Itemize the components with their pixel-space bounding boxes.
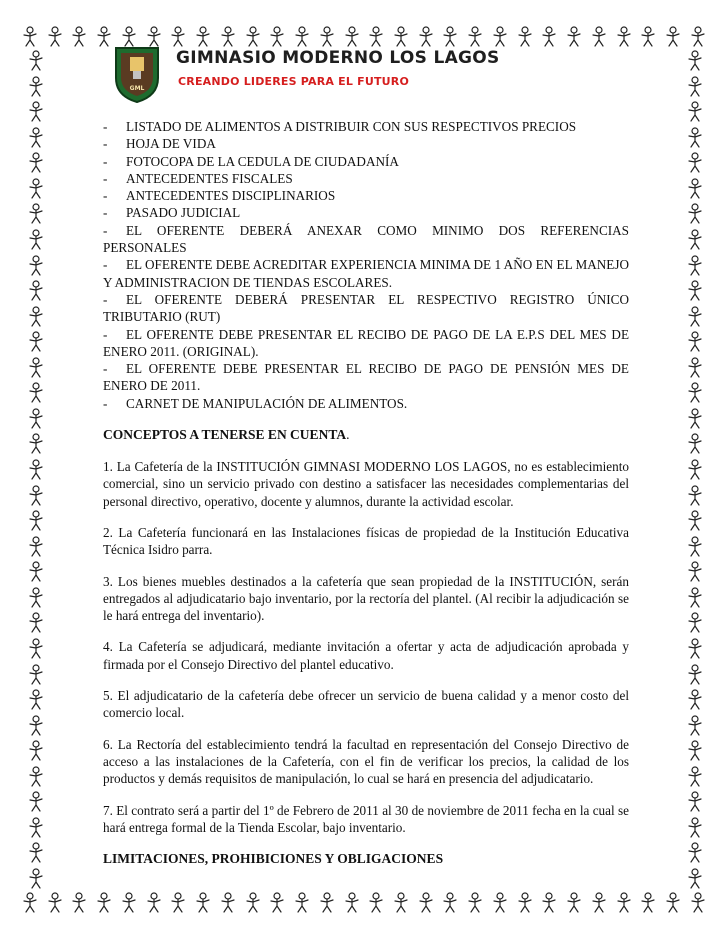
stick-figure-icon (245, 892, 261, 914)
stick-figure-icon (492, 892, 508, 914)
stick-figure-icon (687, 50, 703, 72)
stick-figure-icon (687, 485, 703, 507)
stick-figure-icon (517, 26, 533, 48)
stick-figure-icon (640, 26, 656, 48)
stick-figure-icon (96, 892, 112, 914)
stick-figure-icon (47, 26, 63, 48)
stick-figure-icon (28, 791, 44, 813)
stick-figure-icon (28, 306, 44, 328)
stick-figure-icon (368, 892, 384, 914)
stick-figure-icon (687, 127, 703, 149)
stick-figure-icon (687, 561, 703, 583)
stick-figure-icon (591, 892, 607, 914)
list-item: - EL OFERENTE DEBERÁ PRESENTAR EL RESPECTIVO REGISTRO ÚNICO TRIBUTARIO (RUT) (103, 291, 629, 325)
concepts-heading: CONCEPTOS A TENERSE EN CUENTA. (103, 427, 350, 443)
stick-figure-icon (687, 229, 703, 251)
stick-figure-icon (28, 229, 44, 251)
stick-figure-icon (687, 101, 703, 123)
stick-figure-icon (28, 433, 44, 455)
stick-figure-icon (28, 255, 44, 277)
stick-figure-icon (28, 510, 44, 532)
stick-figure-icon (28, 715, 44, 737)
stick-figure-icon (22, 26, 38, 48)
list-item: - ANTECEDENTES DISCIPLINARIOS (103, 188, 336, 204)
stick-figure-icon (28, 76, 44, 98)
stick-figure-icon (690, 26, 706, 48)
stick-figure-icon (687, 408, 703, 430)
stick-figure-icon (28, 842, 44, 864)
list-item: - EL OFERENTE DEBERÁ ANEXAR COMO MINIMO DOS REFERENCIAS PERSONALES (103, 222, 629, 256)
stick-figure-icon (28, 101, 44, 123)
border-right (684, 50, 706, 890)
stick-figure-icon (22, 892, 38, 914)
stick-figure-icon (71, 26, 87, 48)
stick-figure-icon (690, 892, 706, 914)
stick-figure-icon (687, 510, 703, 532)
stick-figure-icon (28, 280, 44, 302)
stick-figure-icon (393, 892, 409, 914)
list-item: - EL OFERENTE DEBE PRESENTAR EL RECIBO DE PAGO DE LA E.P.S DEL MES DE ENERO 2011. (ORIGINAL). (103, 326, 629, 359)
stick-figure-icon (269, 892, 285, 914)
stick-figure-icon (687, 433, 703, 455)
stick-figure-icon (616, 892, 632, 914)
paragraph: 1. La Cafetería de la INSTITUCIÓN GIMNASI MODERNO LOS LAGOS, no es establecimiento comercial, sino un servicio privado con destino a satisfacer las necesidades complementarias del personal directivo, operativo, docente y alumnos, durante la actividad escolar. (103, 459, 629, 509)
stick-figure-icon (28, 664, 44, 686)
stick-figure-icon (28, 561, 44, 583)
school-tagline: CREANDO LIDERES PARA EL FUTURO (178, 75, 410, 88)
stick-figure-icon (96, 26, 112, 48)
stick-figure-icon (687, 357, 703, 379)
stick-figure-icon (28, 638, 44, 660)
stick-figure-icon (28, 50, 44, 72)
requirements-list (103, 118, 629, 412)
crest-text: GML (129, 85, 145, 92)
list-item: - HOJA DE VIDA (103, 136, 216, 152)
stick-figure-icon (687, 255, 703, 277)
stick-figure-icon (28, 459, 44, 481)
stick-figure-icon (687, 689, 703, 711)
stick-figure-icon (294, 892, 310, 914)
stick-figure-icon (687, 203, 703, 225)
paragraph: 2. La Cafetería funcionará en las Instalaciones físicas de propiedad de la Institución Educativa Técnica Isidro parra. (103, 524, 629, 558)
stick-figure-icon (28, 203, 44, 225)
stick-figure-icon (195, 892, 211, 914)
list-item: - EL OFERENTE DEBE ACREDITAR EXPERIENCIA MINIMA DE 1 AÑO EN EL MANEJO Y ADMINISTRACION DE TIENDAS ESCOLARES. (103, 257, 629, 290)
paragraph: 3. Los bienes muebles destinados a la cafetería que sean propiedad de la INSTITUCIÓN, serán entregados al adjudicatario bajo inventario, por la rectoría del plantel. (Al recibir la adjudicación se le hará entrega del inventario). (103, 573, 629, 624)
stick-figure-icon (28, 485, 44, 507)
stick-figure-icon (687, 766, 703, 788)
stick-figure-icon (687, 76, 703, 98)
stick-figure-icon (687, 331, 703, 353)
stick-figure-icon (467, 892, 483, 914)
stick-figure-icon (687, 587, 703, 609)
stick-figure-icon (616, 26, 632, 48)
stick-figure-icon (640, 892, 656, 914)
stick-figure-icon (687, 536, 703, 558)
stick-figure-icon (28, 689, 44, 711)
stick-figure-icon (28, 152, 44, 174)
stick-figure-icon (170, 892, 186, 914)
stick-figure-icon (687, 664, 703, 686)
stick-figure-icon (28, 178, 44, 200)
stick-figure-icon (687, 152, 703, 174)
stick-figure-icon (418, 892, 434, 914)
stick-figure-icon (28, 740, 44, 762)
list-item: - ANTECEDENTES FISCALES (103, 170, 293, 186)
stick-figure-icon (566, 26, 582, 48)
stick-figure-icon (28, 766, 44, 788)
stick-figure-icon (687, 638, 703, 660)
stick-figure-icon (687, 868, 703, 890)
list-item: - LISTADO DE ALIMENTOS A DISTRIBUIR CON SUS RESPECTIVOS PRECIOS (103, 119, 577, 134)
school-crest-icon (112, 44, 162, 104)
stick-figure-icon (517, 892, 533, 914)
stick-figure-icon (28, 127, 44, 149)
stick-figure-icon (28, 408, 44, 430)
stick-figure-icon (28, 612, 44, 634)
stick-figure-icon (687, 842, 703, 864)
stick-figure-icon (28, 868, 44, 890)
stick-figure-icon (591, 26, 607, 48)
stick-figure-icon (541, 26, 557, 48)
list-item: - CARNET DE MANIPULACIÓN DE ALIMENTOS. (103, 395, 408, 411)
stick-figure-icon (220, 892, 236, 914)
list-item: - EL OFERENTE DEBE PRESENTAR EL RECIBO DE PAGO DE PENSIÓN MES DE ENERO DE 2011. (103, 361, 629, 394)
stick-figure-icon (665, 26, 681, 48)
stick-figure-icon (566, 892, 582, 914)
stick-figure-icon (492, 26, 508, 48)
stick-figure-icon (28, 331, 44, 353)
stick-figure-icon (28, 357, 44, 379)
document-body (103, 118, 629, 868)
stick-figure-icon (687, 740, 703, 762)
stick-figure-icon (665, 892, 681, 914)
stick-figure-icon (28, 587, 44, 609)
stick-figure-icon (28, 382, 44, 404)
stick-figure-icon (687, 791, 703, 813)
stick-figure-icon (687, 459, 703, 481)
paragraph: 4. La Cafetería se adjudicará, mediante invitación a ofertar y acta de adjudicación aprobada y firmada por el Consejo Directivo del plantel educativo. (103, 639, 629, 672)
stick-figure-icon (687, 306, 703, 328)
stick-figure-icon (28, 536, 44, 558)
stick-figure-icon (687, 715, 703, 737)
list-item: - FOTOCOPA DE LA CEDULA DE CIUDADANÍA (103, 153, 399, 169)
stick-figure-icon (687, 817, 703, 839)
stick-figure-icon (442, 892, 458, 914)
paragraph: 7. El contrato será a partir del 1º de Febrero de 2011 al 30 de noviembre de 2011 fecha en la cual se hará entrega formal de la Tienda Escolar, bajo inventario. (103, 802, 629, 835)
border-bottom (22, 890, 706, 916)
stick-figure-icon (71, 892, 87, 914)
stick-figure-icon (121, 892, 137, 914)
stick-figure-icon (687, 382, 703, 404)
list-item: - PASADO JUDICIAL (103, 205, 241, 221)
letterhead (112, 44, 500, 106)
stick-figure-icon (47, 892, 63, 914)
paragraph: 5. El adjudicatario de la cafetería debe ofrecer un servicio de buena calidad y a menor costo del comercio local. (103, 688, 629, 721)
stick-figure-icon (28, 817, 44, 839)
stick-figure-icon (687, 612, 703, 634)
stick-figure-icon (344, 892, 360, 914)
stick-figure-icon (319, 892, 335, 914)
stick-figure-icon (687, 280, 703, 302)
stick-figure-icon (541, 892, 557, 914)
border-left (25, 50, 47, 890)
stick-figure-icon (146, 892, 162, 914)
school-name: GIMNASIO MODERNO LOS LAGOS (176, 48, 500, 68)
limitations-heading: LIMITACIONES, PROHIBICIONES Y OBLIGACIONES (103, 851, 444, 867)
paragraph: 6. La Rectoría del establecimiento tendrá la facultad en representación del Consejo Directivo de acceso a las instalaciones de la Cafetería, con el fin de verificar los precios, la calidad de los productos y demás requisitos de manipulación, lo cual se hará en presencia del adjudicatario. (103, 736, 629, 787)
stick-figure-icon (687, 178, 703, 200)
